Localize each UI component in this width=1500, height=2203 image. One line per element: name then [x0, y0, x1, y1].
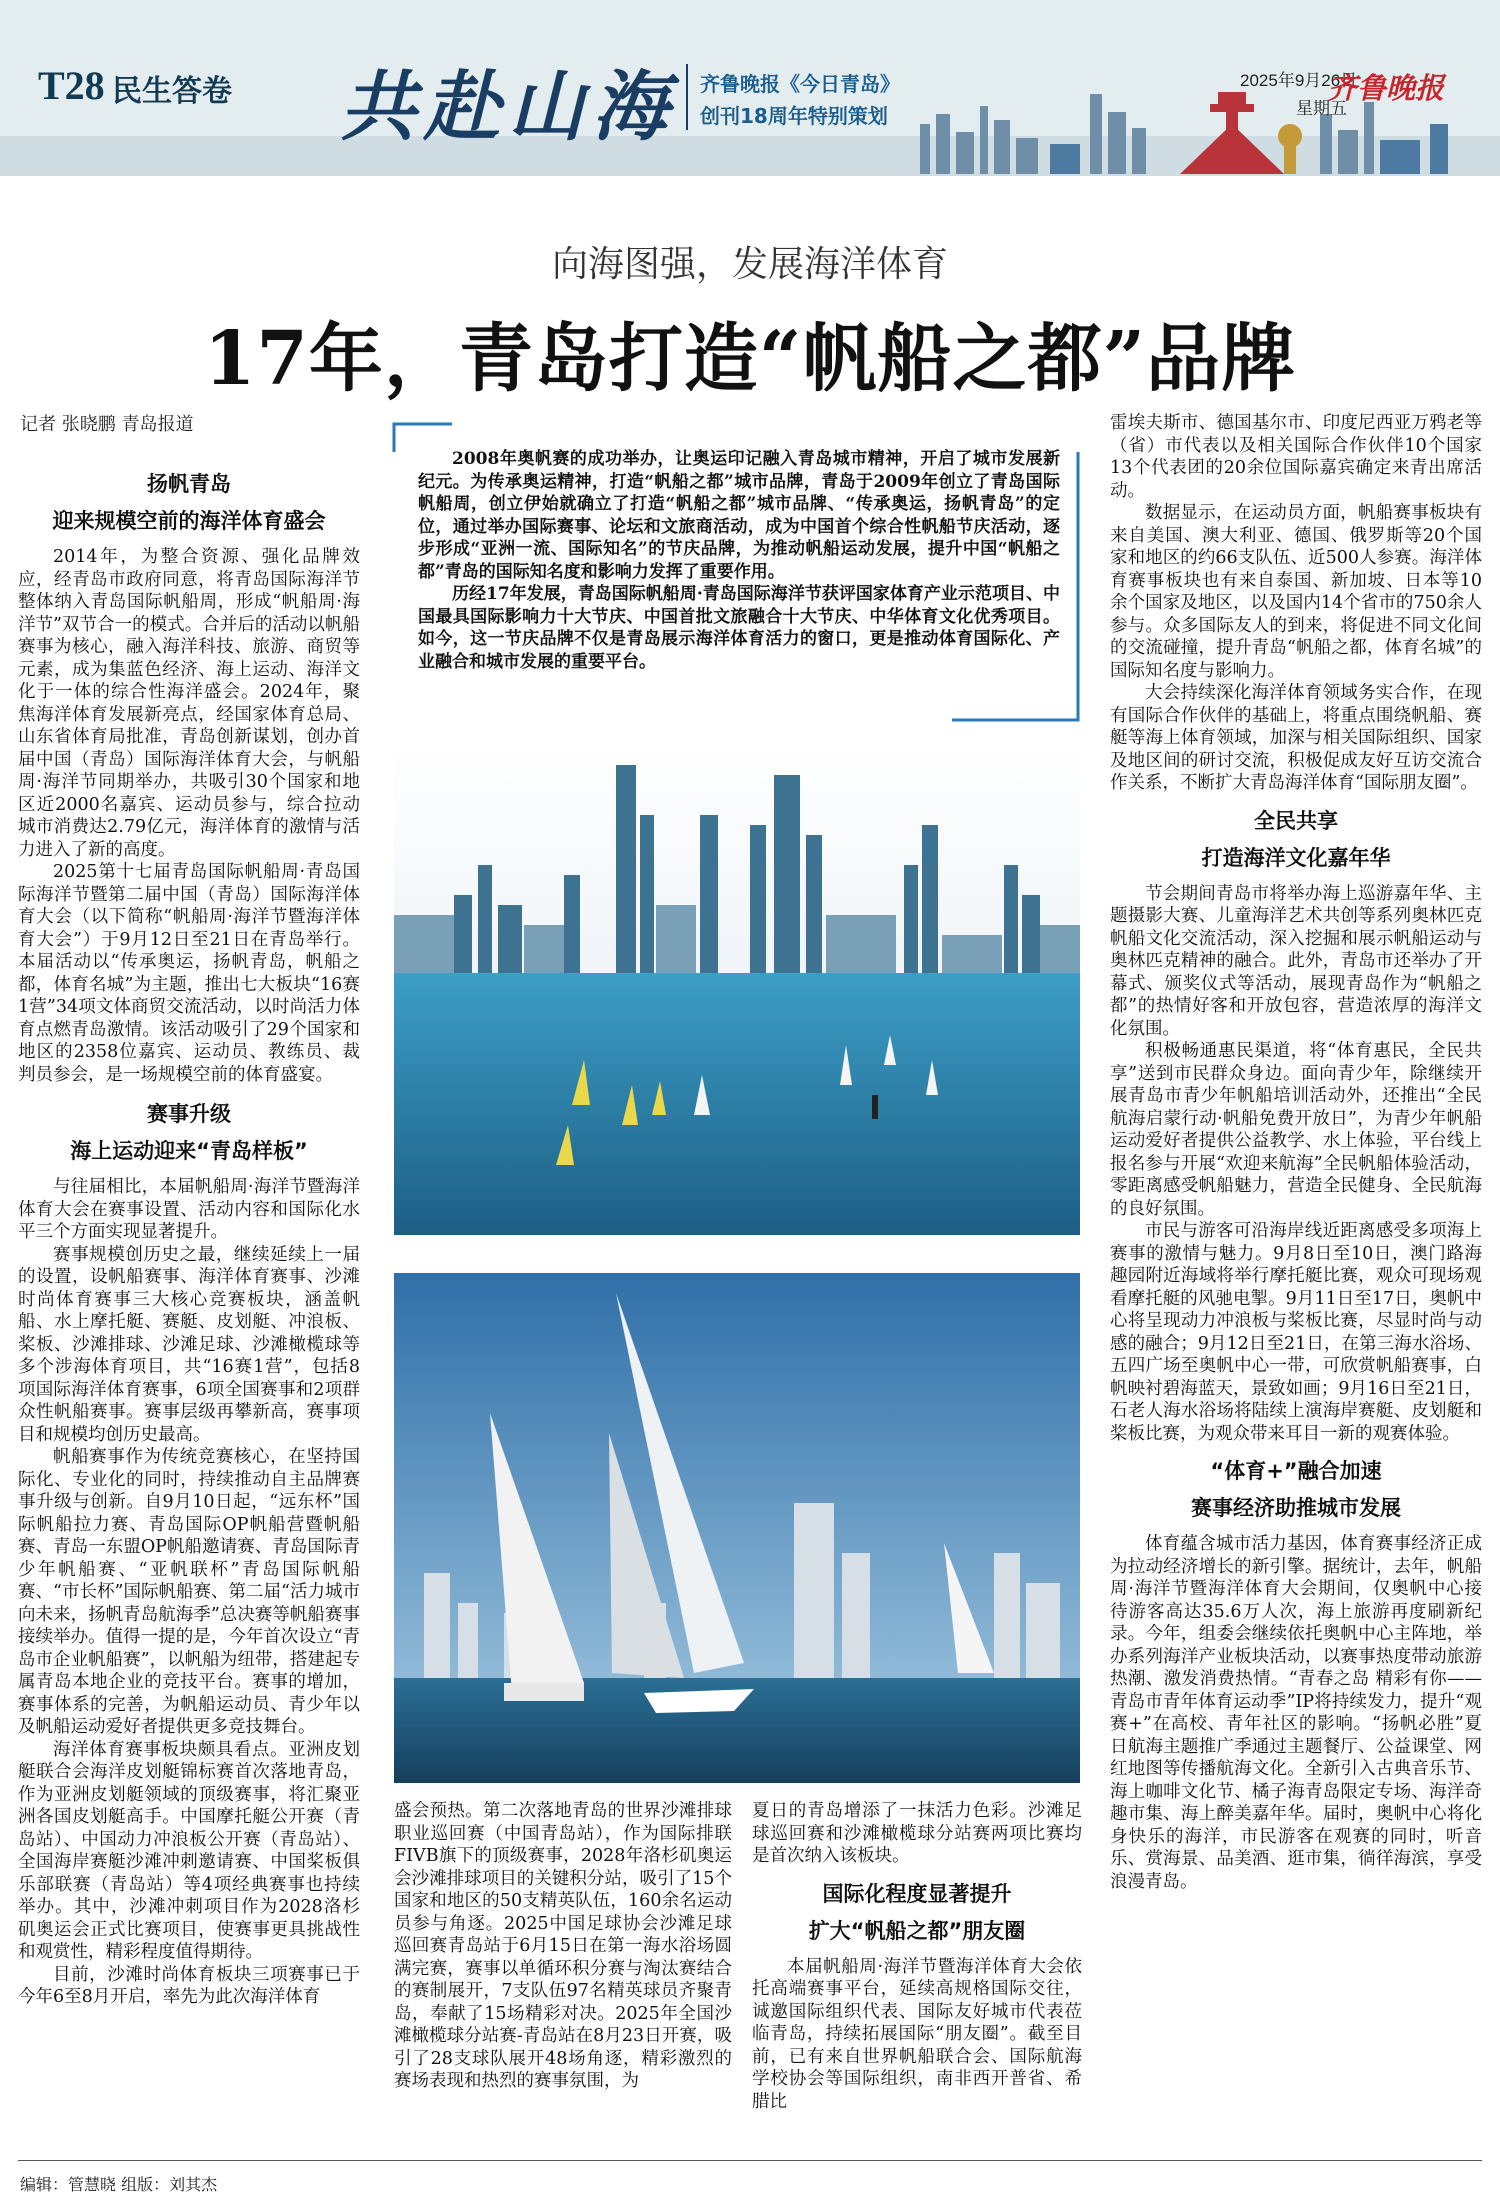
- newspaper-logo: 齐鲁晚报: [1328, 71, 1445, 105]
- subhead-5a: “体育+”融合加速: [1210, 1459, 1382, 1483]
- subhead-1a: 扬帆青岛: [147, 472, 231, 496]
- column-4: [1110, 412, 1482, 1893]
- headline: 17年，青岛打造“帆船之都”品牌: [203, 316, 1297, 402]
- paragraph: 雷埃夫斯市、德国基尔市、印度尼西亚万鸦老等（省）市代表以及相关国际合作伙伴10个国家13个代表团的20余位国际嘉宾确定来青出席活动。: [1110, 413, 1482, 501]
- page-number: T28: [38, 63, 105, 108]
- editor-credit: 编辑：管慧晓 组版：刘其杰: [20, 2175, 218, 2194]
- subhead-4a: 全民共享: [1254, 808, 1338, 833]
- column-2-bottom: [394, 1800, 732, 2093]
- paragraph: 盛会预热。第二次落地青岛的世界沙滩排球职业巡回赛（中国青岛站），作为国际排联FIVB旗下的顶级赛事，2028年洛杉矶奥运会沙滩排球项目的关键积分站，吸引了15个国家和地区的50支精英队伍，160余名运动员参与角逐。2025中国足球协会沙滩足球巡回赛青岛站于6月15日在第一海水浴场圆满完赛，赛事以单循环积分赛与淘汰赛结合的赛制展开，7支队伍97名精英球员齐聚青岛，奉献了15场精彩对决。2025年全国沙滩橄榄球分站赛-青岛站在8月23日开赛，吸引了28支球队展开48场角逐，精彩激烈的赛场表现和热烈的赛事氛围，为: [394, 1801, 732, 2091]
- paragraph: 夏日的青岛增添了一抹活力色彩。沙滩足球巡回赛和沙滩橄榄球分站赛两项比赛均是首次纳入该板块。: [752, 1801, 1082, 1866]
- paragraph: 目前，沙滩时尚体育板块三项赛事已于今年6至8月开启，率先为此次海洋体育: [18, 1964, 360, 2007]
- subhead-3a: 国际化程度显著提升: [822, 1881, 1012, 1906]
- paragraph: 积极畅通惠民渠道，将“体育惠民，全民共享”送到市民群众身边。面向青少年，除继续开展青岛市青少年帆船培训活动外，还推出“全民航海启蒙行动·帆船免费开放日”，为青少年帆船运动爱好者提供公益教学、水上体验，平台线上报名参与开展“欢迎来航海”全民帆船体验活动，零距离感受帆船魅力，营造全民健身、全民航海的良好氛围。: [1110, 1041, 1482, 1219]
- paragraph: 大会持续深化海洋体育领域务实合作，在现有国际合作伙伴的基础上，将重点围绕帆船、赛艇等海上体育领域，加深与相关国际组织、国家及地区间的研讨交流，积极促成友好互访交流合作关系，不断扩大青岛海洋体育“国际朋友圈”。: [1110, 683, 1482, 793]
- paragraph: 海洋体育赛事板块颇具看点。亚洲皮划艇联合会海洋皮划艇锦标赛首次落地青岛，作为亚洲皮划艇领域的顶级赛事，将汇聚亚洲各国皮划艇高手。中国摩托艇公开赛（青岛站）、中国动力冲浪板公开赛（青岛站）、全国海岸赛艇沙滩冲刺邀请赛、中国桨板俱乐部联赛（青岛站）等4项经典赛事也持续举办。其中，沙滩冲刺项目作为2028洛杉矶奥运会正式比赛项目，使赛事更具挑战性和观赏性，精彩程度值得期待。: [18, 1739, 360, 1962]
- paragraph: 2014年，为整合资源、强化品牌效应，经青岛市政府同意，将青岛国际海洋节整体纳入青岛国际帆船周，形成“帆船周·海洋节”双节合一的模式。合并后的活动以帆船赛事为核心，融入海洋科技、旅游、商贸等元素，成为集蓝色经济、海上运动、海洋文化于一体的综合性海洋盛会。2024年，聚焦海洋体育发展新亮点，经国家体育总局、山东省体育局批准，青岛创新谋划，创办首届中国（青岛）国际海洋体育大会，与帆船周·海洋节同期举办，共吸引30个国家和地区近2000名嘉宾、运动员参与，综合拉动城市消费达2.79亿元，海洋体育的激情与活力进入了新的高度。: [18, 547, 360, 860]
- paragraph: 帆船赛事作为传统竞赛核心，在坚持国际化、专业化的同时，持续推动自主品牌赛事升级与创新。自9月10日起，“远东杯”国际帆船拉力赛、青岛国际OP帆船营暨帆船赛、青岛一东盟OP帆船邀请赛、青岛国际青少年帆船赛、“亚帆联杯”青岛国际帆船赛、“市长杯”国际帆船赛、第二届“活力城市向未来，扬帆青岛航海季”总决赛等帆船赛事接续举办。值得一提的是，今年首次设立“青岛市企业帆船赛”，以帆船为纽带，搭建起专属青岛本地企业的竞技平台。赛事的增加，赛事体系的完善，为帆船运动员、青少年以及帆船运动爱好者提供更多竞技舞台。: [18, 1447, 360, 1737]
- paragraph: 赛事规模创历史之最，继续延续上一届的设置，设帆船赛事、海洋体育赛事、沙滩时尚体育赛事三大核心竞赛板块，涵盖帆船、水上摩托艇、赛艇、皮划艇、冲浪板、桨板、沙滩排球、沙滩足球、沙滩橄榄球等多个涉海体育项目，共“16赛1营”，包括8项国际海洋体育赛事，6项全国赛事和2项群众性帆船赛事。赛事层级再攀新高，赛事项目和规模均创历史最高。: [18, 1244, 360, 1445]
- paragraph: 市民与游客可沿海岸线近距离感受多项海上赛事的激情与魅力。9月8日至10日，澳门路海趣园附近海域将举行摩托艇比赛，观众可现场观看摩托艇的风驰电掣。9月11日至17日，奥帆中心将呈现动力冲浪板与桨板比赛，尽显时尚与动感的融合；9月12日至21日，在第三海水浴场、五四广场至奥帆中心一带，可欣赏帆船赛事，白帆映衬碧海蓝天，景致如画；9月16日至21日，石老人海水浴场将陆续上演海岸赛艇、皮划艇和桨板比赛，为观众带来耳目一新的观赛体验。: [1110, 1221, 1482, 1444]
- issue-date: 2025年9月26日: [1240, 71, 1358, 90]
- section-name: 民生答卷: [112, 74, 232, 109]
- paragraph: 体育蕴含城市活力基因，体育赛事经济正成为拉动经济增长的新引擎。据统计，去年，帆船周·海洋节暨海洋体育大会期间，仅奥帆中心接待游客高达35.6万人次，海上旅游再度刷新纪录。今年，组委会继续依托奥帆中心主阵地，举办系列海洋产业板块活动，以赛事热度带动旅游热潮、激发消费热情。“青春之岛 精彩有你——青岛市青年体育运动季”IP将持续发力，提升“观赛+”在高校、青年社区的影响。“扬帆必胜”夏日航海主题推广季通过主题餐厅、公益课堂、网红地图等传播航海文化。全新引入古典音乐节、海上咖啡文化节、橘子海青岛限定专场、海洋奇趣市集、海上醉美嘉年华。届时，奥帆中心将化身快乐的海洋，市民游客在观赛的同时，听音乐、赏海景、品美酒、逛市集，徜徉海滨，享受浪漫青岛。: [1110, 1534, 1482, 1892]
- paragraph: 与往届相比，本届帆船周·海洋节暨海洋体育大会在赛事设置、活动内容和国际化水平三个方面实现显著提升。: [18, 1177, 360, 1242]
- photo-skyline-sailboats: [394, 745, 1080, 1235]
- brand-line-1: 齐鲁晚报《今日青岛》: [700, 72, 900, 96]
- brand-line-2: 创刊18周年特别策划: [700, 104, 888, 128]
- paragraph: 数据显示，在运动员方面，帆船赛事板块有来自美国、澳大利亚、德国、俄罗斯等20个国家和地区的约66支队伍、近500人参赛。海洋体育赛事板块也有来自泰国、新加坡、日本等10余个国家及地区，以及国内14个省市的750余人参与。众多国际友人的到来，将促进不同文化间的交流碰撞，提升青岛“帆船之都，体育名城”的国际知名度与影响力。: [1110, 503, 1482, 681]
- kicker: 向海图强，发展海洋体育: [551, 244, 948, 285]
- special-brand-title: 共赴山海: [340, 62, 676, 151]
- subhead-5b: 赛事经济助推城市发展: [1191, 1496, 1401, 1520]
- subhead-4b: 打造海洋文化嘉年华: [1201, 845, 1391, 870]
- paragraph: 本届帆船周·海洋节暨海洋体育大会依托高端赛事平台，延续高规格国际交往，诚邀国际组织代表、国际友好城市代表莅临青岛，持续拓展国际“朋友圈”。截至目前，已有来自世界帆船联合会、国际航海学校协会等国际组织，南非西开普省、希腊比: [752, 1956, 1082, 2112]
- column-3-bottom: [752, 1800, 1082, 2113]
- masthead-divider: [686, 64, 688, 130]
- paragraph: 节会期间青岛市将举办海上巡游嘉年华、主题摄影大赛、儿童海洋艺术共创等系列奥林匹克帆船文化交流活动，深入挖掘和展示帆船运动与奥林匹克精神的融合。此外，青岛市还举办了开幕式、颁奖仪式等活动，展现青岛作为“帆船之都”的热情好客和开放包容，营造浓厚的海洋文化氛围。: [1110, 883, 1482, 1039]
- lead-paragraph-2: 历经17年发展，青岛国际帆船周·青岛国际海洋节获评国家体育产业示范项目、中国最具国际影响力十大节庆、中国首批文旅融合十大节庆、中华体育文化优秀项目。如今，这一节庆品牌不仅是青岛展示海洋体育活力的窗口，更是推动体育国际化、产业融合和城市发展的重要平台。: [418, 584, 1060, 672]
- byline: 记者 张晓鹏 青岛报道: [20, 414, 194, 435]
- footer-rule: [18, 2160, 1482, 2161]
- subhead-2b: 海上运动迎来“青岛样板”: [70, 1139, 308, 1163]
- paragraph: 2025第十七届青岛国际帆船周·青岛国际海洋节暨第二届中国（青岛）国际海洋体育大会（以下简称“帆船周·海洋节暨海洋体育大会”）于9月12日至21日在青岛举行。本届活动以“传承奥运，扬帆青岛，帆船之都，体育名城”为主题，推出七大板块“16赛1营”34项文体商贸交流活动，以时尚活力体育点燃青岛激情。该活动吸引了29个国家和地区的2358位嘉宾、运动员、教练员、裁判员参会，是一场规模空前的体育盛宴。: [18, 862, 360, 1085]
- subhead-2a: 赛事升级: [147, 1102, 231, 1126]
- column-1: [18, 466, 360, 2009]
- photo-racing-yachts: [394, 1273, 1080, 1783]
- issue-weekday: 星期五: [1296, 99, 1347, 118]
- lead-paragraph-1: 2008年奥帆赛的成功举办，让奥运印记融入青岛城市精神，开启了城市发展新纪元。为传承奥运精神，打造“帆船之都”城市品牌，青岛于2009年创立了青岛国际帆船周，创立伊始就确立了打造“帆船之都”城市品牌、“传承奥运，扬帆青岛”的定位，通过举办国际赛事、论坛和文旅商活动，成为中国首个综合性帆船节庆活动，逐步形成“亚洲一流、国际知名”的节庆品牌，为推动帆船运动发展，提升中国“帆船之都”青岛的国际知名度和影响力发挥了重要作用。: [418, 449, 1060, 582]
- lead-box: [392, 422, 1080, 722]
- subhead-3b: 扩大“帆船之都”朋友圈: [808, 1918, 1026, 1943]
- subhead-1b: 迎来规模空前的海洋体育盛会: [52, 509, 326, 533]
